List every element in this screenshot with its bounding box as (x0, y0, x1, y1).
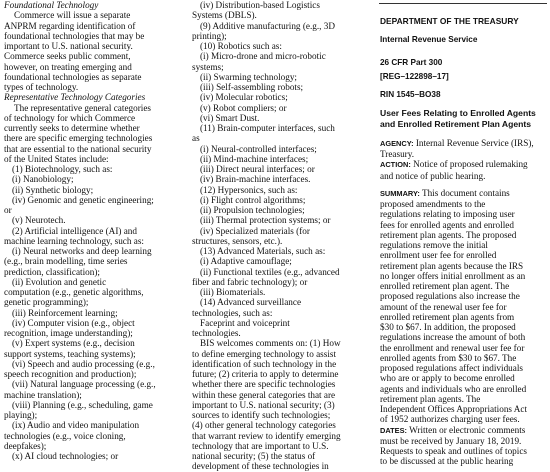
summary-block (380, 188, 546, 425)
rule-title-line: and Enrolled Retirement Plan Agents (380, 118, 532, 129)
text-line: (ii) Mind-machine interfaces; (200, 153, 309, 164)
text-line: (10) Robotics such as: (200, 41, 282, 51)
text-line: (11) Brain-computer interfaces, such (200, 123, 335, 133)
agency-heading: Internal Revenue Service (380, 35, 478, 45)
text-line: there are specific emerging technologies (4, 133, 153, 144)
text-line: of 1952 authorizes charging user fees. (380, 414, 520, 425)
text-line: (ii) Propulsion technologies; (200, 205, 305, 215)
text-line: Commerce will issue a separate (14, 10, 131, 21)
text-line: whether there are specific technologies (192, 379, 336, 390)
text-line: (ix) Audio and video manipulation (12, 420, 140, 431)
text-line: Faceprint and voiceprint (200, 317, 290, 328)
text-line: $30 to $67. In addition, the proposed (380, 322, 516, 332)
text-line: (v) Neurotech. (12, 215, 66, 226)
text-line: (i) Adaptive camouflage; (200, 256, 292, 267)
text-line: who are or apply to become enrolled (380, 373, 515, 384)
text-line: retirement plan agents. The (380, 393, 481, 404)
department-heading: DEPARTMENT OF THE TREASURY (380, 16, 519, 26)
agency-label: AGENCY: (380, 138, 414, 148)
text-line: (vii) Natural language processing (e.g., (12, 379, 156, 390)
dates-label: DATES: (380, 425, 407, 435)
dates-block (380, 425, 546, 467)
text-line: types of technology. (4, 82, 79, 92)
text-line: (iii) Thermal protection systems; or (200, 215, 331, 226)
text-line: Representative Technology Categories (4, 92, 146, 103)
text-line: (1) Biotechnology, such as: (12, 164, 113, 174)
action-text: Notice of proposed rulemaking (413, 159, 528, 170)
text-line: Independent Offices Appropriations Act (380, 404, 528, 414)
text-line: (14) Advanced surveillance (200, 297, 302, 308)
agency-text: Treasury. (380, 149, 415, 159)
dates-body (380, 436, 546, 467)
text-line: (iii) Biomaterials. (200, 287, 266, 297)
text-line: (vi) Smart Dust. (200, 112, 260, 123)
column-3 (380, 0, 546, 467)
text-line: (iv) Brain-machine interfaces. (200, 174, 311, 185)
text-line: foundational technologies that may be (4, 30, 145, 41)
text-line: Foundational Technology (4, 0, 99, 10)
text-line: (i) Nanobiology; (12, 174, 74, 185)
text-line: technology that are important to U.S. (192, 440, 329, 451)
text-line: agents and individuals who are enrolled (380, 383, 527, 394)
text-line: enrollment user fee for enrolled (380, 250, 497, 261)
text-line: ANPRM regarding identification of (4, 20, 136, 31)
text-line: to define emerging technology to assist (192, 348, 336, 359)
agency-block (380, 138, 546, 160)
text-line: support systems, teaching systems); (4, 348, 136, 359)
text-line: enrolled agents from $30 to $67. The (380, 352, 517, 363)
text-line: proposed regulations also increase the (380, 291, 520, 302)
text-line: (12) Hypersonics, such as: (200, 184, 298, 195)
text-line: (4) other general technology categories (192, 420, 336, 431)
text-line: (iv) Genomic and genetic engineering; (12, 194, 154, 205)
text-line: Systems (DBLS). (192, 10, 257, 21)
cfr-part: 26 CFR Part 300 (380, 57, 443, 67)
rule-title (380, 108, 546, 129)
text-line: of the United States include: (4, 153, 109, 164)
text-line: The representative general categories (14, 102, 151, 113)
text-line: (viii) Planning (e.g., scheduling, game (12, 399, 153, 410)
text-line: systems; (192, 61, 224, 72)
text-line: (2) Artificial intelligence (AI) and (12, 225, 137, 236)
text-line: (iv) Molecular robotics; (200, 92, 288, 103)
summary-text: This document contains (421, 187, 510, 198)
column-1 (4, 0, 179, 461)
text-line: (v) Robot compliers; or (200, 102, 287, 113)
text-line: development of these technologies in (192, 461, 329, 472)
text-line: proposed amendments to the (380, 199, 486, 209)
text-line: that are essential to the national security (4, 143, 152, 154)
text-line: recognition, image understanding); (4, 328, 133, 338)
text-line: the enrollment and renewal user fee for (380, 342, 525, 353)
text-line: (i) Flight control algorithms; (200, 194, 306, 205)
text-line: (e.g., brain modelling, time series (4, 256, 128, 267)
text-line: Commerce seeks public comment, (4, 51, 131, 62)
action-block (380, 159, 546, 181)
text-line: Requests to speak and outlines of topics (380, 446, 527, 456)
text-line: (9) Additive manufacturing (e.g., 3D (200, 20, 335, 31)
reg-number: [REG–122898–17] (380, 71, 449, 81)
rin-number: RIN 1545–BO38 (380, 90, 441, 99)
action-label: ACTION: (380, 160, 411, 170)
text-line: deepfakes); (4, 440, 47, 451)
text-line: (i) Neural networks and deep learning (12, 246, 152, 256)
text-line: as (192, 133, 200, 144)
text-line: genetic programming); (4, 297, 89, 308)
text-line: (iii) Direct neural interfaces; or (200, 164, 315, 174)
agency-text: Internal Revenue Service (IRS), (415, 137, 534, 148)
text-line: regulations remove the initial (380, 240, 488, 250)
text-line: no longer offers initial enrollment as an (380, 270, 526, 281)
text-line: identification of such technology in the (192, 358, 337, 369)
text-line: fees for enrolled agents and enrolled (380, 219, 514, 230)
rule-title-line: User Fees Relating to Enrolled Agents (380, 108, 536, 119)
text-line: (i) Neural-controlled interfaces; (200, 143, 317, 154)
text-line: technologies. (192, 328, 241, 338)
text-line: regulations relating to imposing user (380, 209, 515, 220)
text-line: (ii) Swarming technology; (200, 71, 297, 82)
text-line: foundational technologies as separate (4, 71, 142, 82)
text-line: (i) Micro-drone and micro-robotic (200, 51, 326, 62)
text-line: machine learning technology, such as: (4, 235, 144, 246)
summary-body (380, 199, 546, 425)
text-line: important to U.S. national security. (4, 41, 133, 51)
text-line: printing); (192, 30, 227, 41)
text-line: (ii) Synthetic biology; (12, 184, 94, 195)
text-line: (iv) Computer vision (e.g., object (12, 317, 135, 328)
text-line: however, on treating emerging and (4, 61, 132, 72)
text-line: (ii) Evolution and genetic (12, 276, 107, 287)
text-line: future; (2) criteria to apply to determine (192, 369, 339, 379)
text-line: sources to identify such technologies; (192, 410, 331, 420)
action-text: and notice of public hearing. (380, 170, 486, 181)
text-line: national security; (5) the status of (192, 451, 316, 461)
text-line: of technology for which Commerce (4, 112, 136, 123)
text-line: retirement plan agents. The proposed (380, 229, 517, 240)
text-line: amount of the renewal user fee for (380, 301, 507, 312)
text-line: fiber and fabric technology); or (192, 276, 308, 287)
text-line: (iv) Distribution-based Logistics (200, 0, 320, 10)
text-line: regulations increase the amount of both (380, 332, 526, 343)
text-line: retirement plan agents because the IRS (380, 260, 524, 271)
text-line: computation (e.g., genetic algorithms, (4, 287, 144, 297)
text-line: important to U.S. national security; (3) (192, 399, 335, 410)
text-line: structures, sensors, etc.). (192, 235, 283, 246)
text-line: enrolled retirement plan agents from (380, 311, 515, 322)
text-line: BIS welcomes comments on: (1) How (200, 338, 341, 349)
text-line: proposed regulations affect individuals (380, 363, 523, 373)
text-line: within these general categories that are (192, 389, 336, 400)
text-line: speech recognition and production); (4, 369, 137, 379)
text-line: to be discussed at the public hearing (380, 456, 514, 467)
text-line: (v) Expert systems (e.g., decision (12, 338, 135, 349)
text-line: technologies (e.g., voice cloning, (4, 430, 126, 441)
text-line: technologies, such as: (192, 307, 273, 318)
text-line: or (4, 205, 12, 215)
text-line: prediction, classification); (4, 266, 100, 277)
text-line: enrolled retirement plan agent. The (380, 281, 510, 291)
column-2 (192, 0, 367, 472)
text-line: (iii) Reinforcement learning; (12, 307, 118, 318)
text-line: (13) Advanced Materials, such as: (200, 246, 326, 256)
text-line: (iv) Specialized materials (for (200, 225, 310, 236)
summary-label: SUMMARY: (380, 188, 420, 198)
text-line: that warrant review to identify emerging (192, 430, 341, 441)
text-line: (vi) Speech and audio processing (e.g., (12, 358, 155, 369)
dates-text: Written or electronic comments (409, 424, 526, 435)
text-line: (ii) Functional textiles (e.g., advanced (200, 266, 340, 277)
text-line: must be received by January 18, 2019. (380, 435, 522, 446)
text-line: (x) AI cloud technologies; or (12, 451, 119, 461)
text-line: currently seeks to determine whether (4, 123, 140, 133)
text-line: playing); (4, 410, 38, 420)
text-line: machine translation); (4, 389, 82, 400)
text-line: (iii) Self-assembling robots; (200, 82, 304, 92)
